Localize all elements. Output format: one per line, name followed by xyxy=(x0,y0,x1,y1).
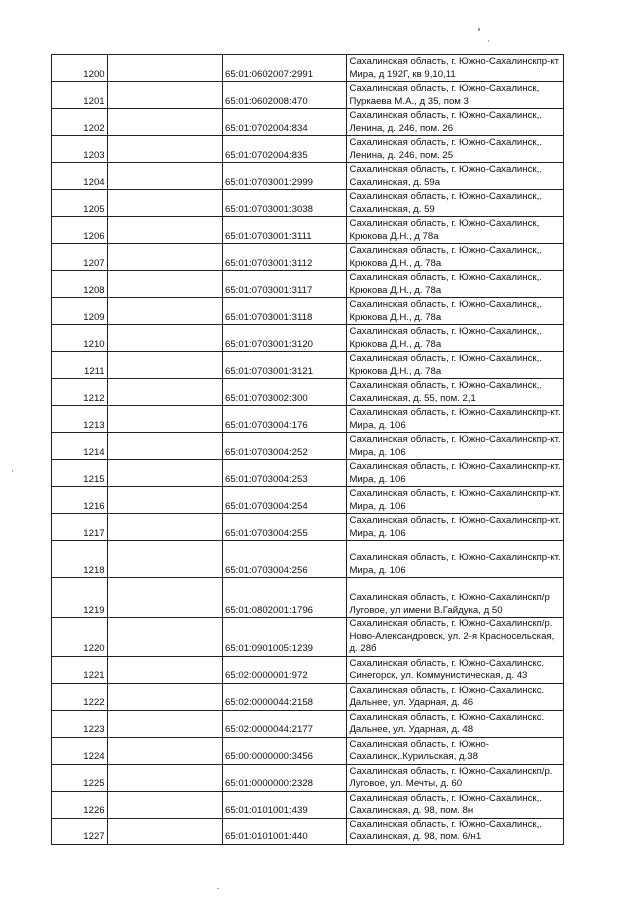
row-number-cell: 1225 xyxy=(52,764,108,791)
cadastral-number-cell: 65:01:0101001:439 xyxy=(222,791,346,818)
address-cell: Сахалинская область, г. Южно-Сахалинск,. Сахалинская, д. 98, пом. 6/н1 xyxy=(347,818,564,844)
empty-cell xyxy=(107,737,222,764)
empty-cell xyxy=(107,433,222,460)
row-number-cell: 1219 xyxy=(52,578,108,618)
empty-cell xyxy=(107,190,222,217)
empty-cell xyxy=(107,656,222,683)
address-cell: Сахалинская область, г. Южно-Сахалинскпр-кт. Мира, д. 106 xyxy=(347,487,564,514)
empty-cell xyxy=(107,818,222,844)
cadastral-number-cell: 65:01:0703001:3111 xyxy=(222,217,346,244)
row-number-cell: 1217 xyxy=(52,514,108,541)
empty-cell xyxy=(107,514,222,541)
address-cell: Сахалинская область, г. Южно-Сахалинскпр-кт. Мира, д. 106 xyxy=(347,433,564,460)
address-cell: Сахалинская область, г. Южно-Сахалинск,. Крюкова Д.Н., д. 78а xyxy=(347,325,564,352)
cadastral-number-cell: 65:01:0901005:1239 xyxy=(222,618,346,657)
address-cell: Сахалинская область, г. Южно-Сахалинск,. Ленина, д. 246, пом. 26 xyxy=(347,109,564,136)
empty-cell xyxy=(107,683,222,710)
cadastral-number-cell: 65:01:0703001:3117 xyxy=(222,271,346,298)
address-cell: Сахалинская область, г. Южно-Сахалинск,. Сахалинская, д. 59 xyxy=(347,190,564,217)
row-number-cell: 1209 xyxy=(52,298,108,325)
cadastral-number-cell: 65:01:0703002:300 xyxy=(222,379,346,406)
empty-cell xyxy=(107,578,222,618)
row-number-cell: 1218 xyxy=(52,541,108,578)
cadastral-number-cell: 65:01:0702004:835 xyxy=(222,136,346,163)
address-cell: Сахалинская область, г. Южно-Сахалинск,. Сахалинская, д. 98, пом. 8н xyxy=(347,791,564,818)
table-row xyxy=(52,683,564,710)
empty-cell xyxy=(107,298,222,325)
scan-speck xyxy=(488,40,489,42)
table-row xyxy=(52,136,564,163)
row-number-cell: 1205 xyxy=(52,190,108,217)
row-number-cell: 1208 xyxy=(52,271,108,298)
cadastral-number-cell: 65:02:0000001:972 xyxy=(222,656,346,683)
empty-cell xyxy=(107,618,222,657)
empty-cell xyxy=(107,244,222,271)
scan-speck xyxy=(217,888,219,889)
table-row xyxy=(52,656,564,683)
empty-cell xyxy=(107,460,222,487)
address-cell: Сахалинская область, г. Южно-Сахалинск,. Крюкова Д.Н., д. 78а xyxy=(347,352,564,379)
table-row xyxy=(52,163,564,190)
row-number-cell: 1204 xyxy=(52,163,108,190)
table-row xyxy=(52,55,564,82)
table-row xyxy=(52,82,564,109)
cadastral-number-cell: 65:01:0602007:2991 xyxy=(222,55,346,82)
cadastral-number-cell: 65:01:0703004:176 xyxy=(222,406,346,433)
row-number-cell: 1200 xyxy=(52,55,108,82)
address-cell: Сахалинская область, г. Южно-Сахалинск,. Крюкова Д.Н., д. 78а xyxy=(347,298,564,325)
row-number-cell: 1221 xyxy=(52,656,108,683)
cadastral-number-cell: 65:01:0000000:2328 xyxy=(222,764,346,791)
row-number-cell: 1214 xyxy=(52,433,108,460)
table-row xyxy=(52,406,564,433)
table-row xyxy=(52,190,564,217)
table-row xyxy=(52,487,564,514)
address-cell: Сахалинская область, г. Южно-Сахалинскс. Дальнее, ул. Ударная, д. 46 xyxy=(347,683,564,710)
address-cell: Сахалинская область, г. Южно-Сахалинскп/р. Луговое, ул. Мечты, д. 60 xyxy=(347,764,564,791)
table-row xyxy=(52,352,564,379)
address-cell: Сахалинская область, г. Южно-Сахалинск,. Сахалинская, д. 55, пом. 2,1 xyxy=(347,379,564,406)
cadastral-number-cell: 65:00:0000000:3456 xyxy=(222,737,346,764)
cadastral-number-cell: 65:01:0703001:3038 xyxy=(222,190,346,217)
address-cell: Сахалинская область, г. Южно-Сахалинскпр-кт. Мира, д. 106 xyxy=(347,460,564,487)
empty-cell xyxy=(107,55,222,82)
cadastral-number-cell: 65:01:0703004:254 xyxy=(222,487,346,514)
cadastral-number-cell: 65:01:0703001:3112 xyxy=(222,244,346,271)
row-number-cell: 1222 xyxy=(52,683,108,710)
address-cell: Сахалинская область, г. Южно-Сахалинскп/р. Ново-Александровск, ул. 2-я Красносельская, д. 28б xyxy=(347,618,564,657)
address-cell: Сахалинская область, г. Южно-Сахалинскс. Синегорск, ул. Коммунистическая, д. 43 xyxy=(347,656,564,683)
empty-cell xyxy=(107,791,222,818)
table-row xyxy=(52,791,564,818)
empty-cell xyxy=(107,271,222,298)
row-number-cell: 1215 xyxy=(52,460,108,487)
empty-cell xyxy=(107,379,222,406)
table-row xyxy=(52,764,564,791)
cadastral-number-cell: 65:02:0000044:2158 xyxy=(222,683,346,710)
table-row xyxy=(52,710,564,737)
cadastral-number-cell: 65:01:0703004:253 xyxy=(222,460,346,487)
address-cell: Сахалинская область, г. Южно-Сахалинскс. Дальнее, ул. Ударная, д. 48 xyxy=(347,710,564,737)
address-cell: Сахалинская область, г. Южно-Сахалинск,. Крюкова Д.Н., д. 78а xyxy=(347,271,564,298)
empty-cell xyxy=(107,82,222,109)
registry-table-body xyxy=(52,55,564,845)
address-cell: Сахалинская область, г. Южно-Сахалинскпр-кт Мира, д 192Г, кв 9,10,11 xyxy=(347,55,564,82)
table-row xyxy=(52,325,564,352)
table-row xyxy=(52,737,564,764)
row-number-cell: 1216 xyxy=(52,487,108,514)
empty-cell xyxy=(107,487,222,514)
empty-cell xyxy=(107,136,222,163)
cadastral-number-cell: 65:01:0703001:2999 xyxy=(222,163,346,190)
address-cell: Сахалинская область, г. Южно-Сахалинск, Пуркаева М.А., д 35, пом 3 xyxy=(347,82,564,109)
table-row xyxy=(52,514,564,541)
row-number-cell: 1207 xyxy=(52,244,108,271)
address-cell: Сахалинская область, г. Южно-Сахалинск,. Крюкова Д.Н., д. 78а xyxy=(347,244,564,271)
cadastral-number-cell: 65:01:0703001:3118 xyxy=(222,298,346,325)
cadastral-number-cell: 65:01:0101001:440 xyxy=(222,818,346,844)
cadastral-number-cell: 65:02:0000044:2177 xyxy=(222,710,346,737)
empty-cell xyxy=(107,352,222,379)
cadastral-number-cell: 65:01:0602008:470 xyxy=(222,82,346,109)
table-row xyxy=(52,818,564,844)
registry-table xyxy=(51,54,564,845)
address-cell: Сахалинская область, г. Южно-Сахалинск,. Сахалинская, д. 59а xyxy=(347,163,564,190)
row-number-cell: 1223 xyxy=(52,710,108,737)
scan-speck xyxy=(12,470,13,472)
row-number-cell: 1201 xyxy=(52,82,108,109)
address-cell: Сахалинская область, г. Южно-Сахалинскпр-кт. Мира, д. 106 xyxy=(347,514,564,541)
cadastral-number-cell: 65:01:0703004:252 xyxy=(222,433,346,460)
row-number-cell: 1202 xyxy=(52,109,108,136)
table-row xyxy=(52,460,564,487)
row-number-cell: 1224 xyxy=(52,737,108,764)
cadastral-number-cell: 65:01:0703001:3121 xyxy=(222,352,346,379)
row-number-cell: 1211 xyxy=(52,352,108,379)
empty-cell xyxy=(107,541,222,578)
row-number-cell: 1226 xyxy=(52,791,108,818)
empty-cell xyxy=(107,325,222,352)
row-number-cell: 1206 xyxy=(52,217,108,244)
row-number-cell: 1212 xyxy=(52,379,108,406)
scan-speck xyxy=(478,28,480,31)
table-row xyxy=(52,618,564,657)
row-number-cell: 1203 xyxy=(52,136,108,163)
table-row xyxy=(52,244,564,271)
cadastral-number-cell: 65:01:0802001:1796 xyxy=(222,578,346,618)
table-row xyxy=(52,271,564,298)
table-row xyxy=(52,541,564,578)
empty-cell xyxy=(107,109,222,136)
address-cell: Сахалинская область, г. Южно-Сахалинскп/р Луговое, ул имени В.Гайдука, д 50 xyxy=(347,578,564,618)
empty-cell xyxy=(107,710,222,737)
empty-cell xyxy=(107,406,222,433)
table-row xyxy=(52,298,564,325)
cadastral-number-cell: 65:01:0703001:3120 xyxy=(222,325,346,352)
table-row xyxy=(52,433,564,460)
empty-cell xyxy=(107,163,222,190)
address-cell: Сахалинская область, г. Южно-Сахалинск, Крюкова Д.Н., д 78а xyxy=(347,217,564,244)
cadastral-number-cell: 65:01:0703004:256 xyxy=(222,541,346,578)
address-cell: Сахалинская область, г. Южно-Сахалинскпр-кт. Мира, д. 106 xyxy=(347,541,564,578)
cadastral-number-cell: 65:01:0702004:834 xyxy=(222,109,346,136)
row-number-cell: 1213 xyxy=(52,406,108,433)
address-cell: Сахалинская область, г. Южно-Сахалинскпр-кт. Мира, д. 106 xyxy=(347,406,564,433)
table-row xyxy=(52,578,564,618)
address-cell: Сахалинская область, г. Южно- Сахалинск,.Курильская, д.38 xyxy=(347,737,564,764)
address-cell: Сахалинская область, г. Южно-Сахалинск,. Ленина, д. 246, пом. 25 xyxy=(347,136,564,163)
row-number-cell: 1227 xyxy=(52,818,108,844)
empty-cell xyxy=(107,217,222,244)
table-row xyxy=(52,379,564,406)
row-number-cell: 1210 xyxy=(52,325,108,352)
table-row xyxy=(52,217,564,244)
empty-cell xyxy=(107,764,222,791)
cadastral-number-cell: 65:01:0703004:255 xyxy=(222,514,346,541)
row-number-cell: 1220 xyxy=(52,618,108,657)
table-row xyxy=(52,109,564,136)
